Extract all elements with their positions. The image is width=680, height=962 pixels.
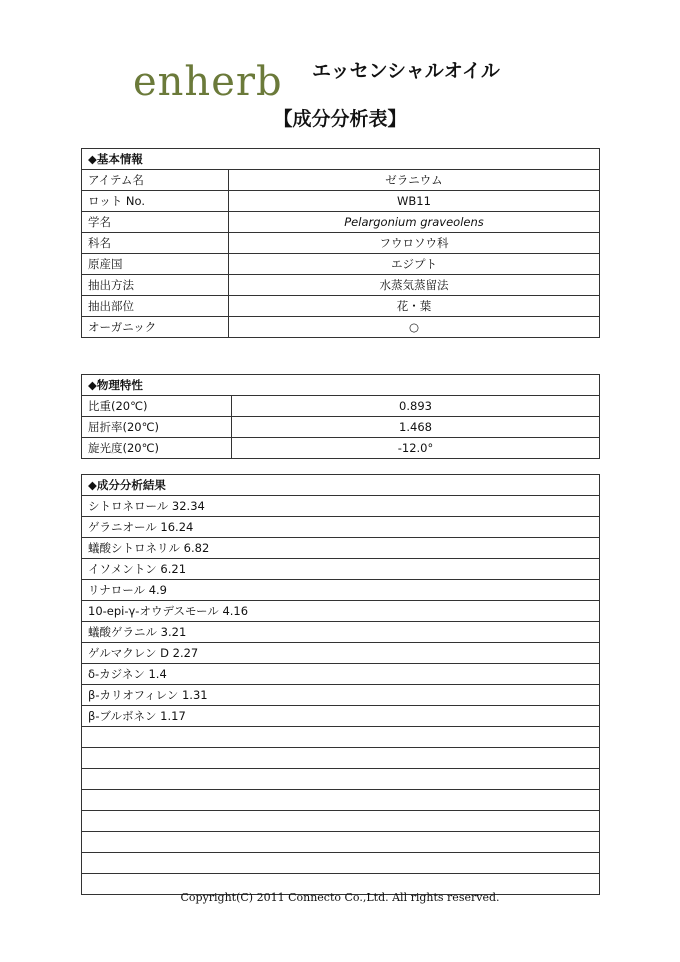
- table-row: [82, 580, 600, 601]
- section-heading: ◆基本情報: [82, 149, 600, 170]
- table-row: [82, 769, 600, 790]
- copyright-notice: Copyright(C) 2011 Connecto Co.,Ltd. All rights reserved.: [180, 891, 500, 904]
- component-item: ゲルマクレン D 2.27: [82, 643, 600, 664]
- brand-logo: enherb: [133, 59, 283, 105]
- row-label: 科名: [82, 233, 229, 254]
- table-row: [82, 790, 600, 811]
- component-item: [82, 748, 600, 769]
- row-label: オーガニック: [82, 317, 229, 338]
- table-row: [82, 438, 600, 459]
- row-label: 屈折率(20℃): [82, 417, 232, 438]
- table-row: [82, 643, 600, 664]
- component-item: イソメントン 6.21: [82, 559, 600, 580]
- component-item: δ-カジネン 1.4: [82, 664, 600, 685]
- row-value: エジプト: [229, 254, 600, 275]
- component-item: [82, 811, 600, 832]
- table-row: [82, 170, 600, 191]
- component-item: リナロール 4.9: [82, 580, 600, 601]
- product-category: エッセンシャルオイル: [312, 60, 500, 82]
- row-value: フウロソウ科: [229, 233, 600, 254]
- table-row: [82, 517, 600, 538]
- row-value: 水蒸気蒸留法: [229, 275, 600, 296]
- component-item: [82, 790, 600, 811]
- row-value: 0.893: [232, 396, 600, 417]
- table-row: [82, 832, 600, 853]
- section-header-row: [82, 149, 600, 170]
- table-row: [82, 685, 600, 706]
- table-row: [82, 296, 600, 317]
- component-item: ゲラニオール 16.24: [82, 517, 600, 538]
- table-row: [82, 706, 600, 727]
- component-item: β-ブルボネン 1.17: [82, 706, 600, 727]
- component-item: [82, 727, 600, 748]
- table-row: [82, 254, 600, 275]
- component-item: 10-epi-γ-オウデスモール 4.16: [82, 601, 600, 622]
- row-label: 学名: [82, 212, 229, 233]
- section-heading: ◆成分分析結果: [82, 475, 600, 496]
- table-row: [82, 853, 600, 874]
- component-item: [82, 769, 600, 790]
- section-heading: ◆物理特性: [82, 375, 600, 396]
- row-value: WB11: [229, 191, 600, 212]
- table-row: [82, 601, 600, 622]
- component-item: β-カリオフィレン 1.31: [82, 685, 600, 706]
- basic-info-table: [81, 148, 600, 338]
- row-label: ロット No.: [82, 191, 229, 212]
- row-value: Pelargonium graveolens: [229, 212, 600, 233]
- component-analysis-table: [81, 474, 600, 895]
- table-row: [82, 233, 600, 254]
- section-header-row: [82, 375, 600, 396]
- table-row: [82, 317, 600, 338]
- row-value: ゼラニウム: [229, 170, 600, 191]
- table-row: [82, 212, 600, 233]
- table-row: [82, 664, 600, 685]
- section-header-row: [82, 475, 600, 496]
- row-label: アイテム名: [82, 170, 229, 191]
- table-row: [82, 811, 600, 832]
- page-title: 【成分分析表】: [273, 108, 407, 130]
- row-value: -12.0°: [232, 438, 600, 459]
- table-row: [82, 748, 600, 769]
- table-row: [82, 396, 600, 417]
- component-item: 蟻酸ゲラニル 3.21: [82, 622, 600, 643]
- component-item: [82, 853, 600, 874]
- table-row: [82, 559, 600, 580]
- table-row: [82, 727, 600, 748]
- row-value: 1.468: [232, 417, 600, 438]
- table-row: [82, 622, 600, 643]
- row-label: 原産国: [82, 254, 229, 275]
- table-row: [82, 191, 600, 212]
- row-label: 旋光度(20℃): [82, 438, 232, 459]
- component-item: [82, 832, 600, 853]
- table-row: [82, 275, 600, 296]
- row-label: 抽出方法: [82, 275, 229, 296]
- physical-properties-table: [81, 374, 600, 459]
- row-label: 比重(20℃): [82, 396, 232, 417]
- table-row: [82, 496, 600, 517]
- row-value: 花・葉: [229, 296, 600, 317]
- table-row: [82, 417, 600, 438]
- component-item: 蟻酸シトロネリル 6.82: [82, 538, 600, 559]
- row-label: 抽出部位: [82, 296, 229, 317]
- row-value: ○: [229, 317, 600, 338]
- table-row: [82, 538, 600, 559]
- component-item: シトロネロール 32.34: [82, 496, 600, 517]
